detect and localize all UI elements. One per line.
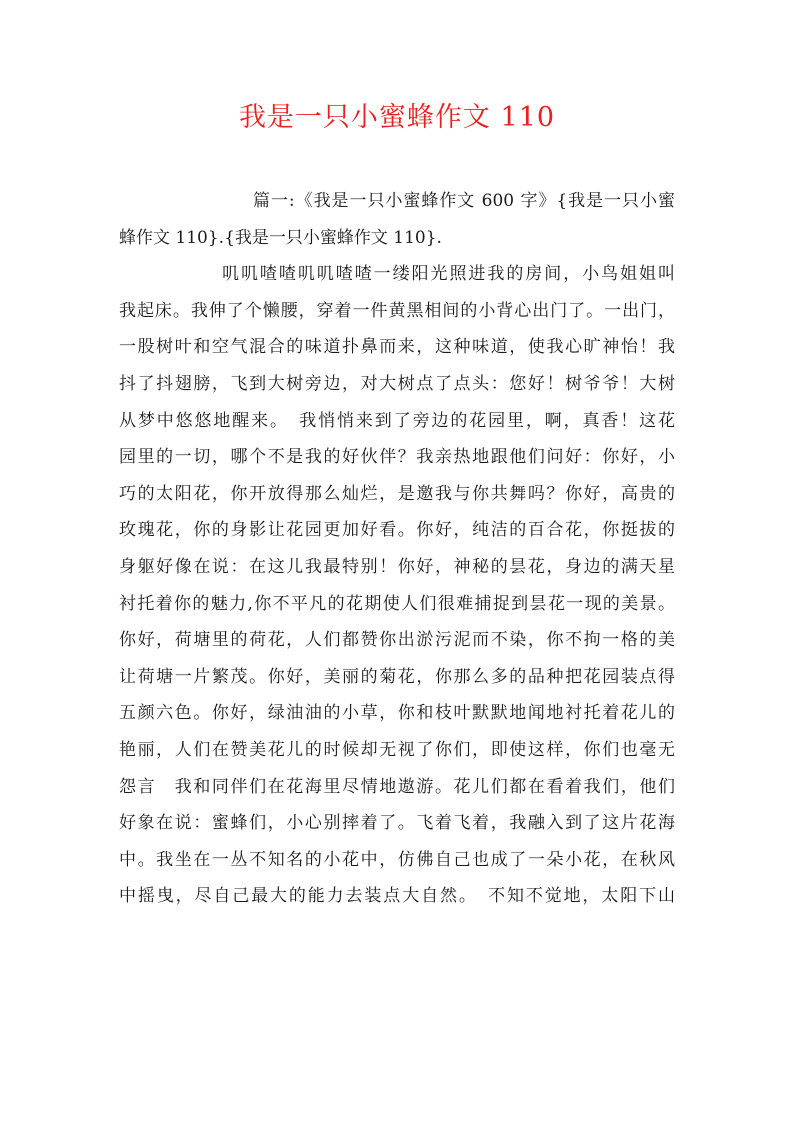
paragraph-line: 好象在说：蜜蜂们，小心别摔着了。飞着飞着，我融入到了这片花海 (119, 813, 675, 834)
paragraph-line: 身躯好像在说：在这儿我最特别！你好，神秘的昙花，身边的满天星 (119, 556, 675, 577)
paragraph-line: 从梦中悠悠地醒来。 我悄悄来到了旁边的花园里，啊，真香！这花 (119, 410, 675, 431)
page-title: 我是一只小蜜蜂作文 110 (238, 102, 556, 133)
paragraph-line: 叽叽喳喳叽叽喳喳一缕阳光照进我的房间，小鸟姐姐叫 (222, 264, 675, 285)
paragraph-line: 抖了抖翅膀，飞到大树旁边，对大树点了点头：您好！树爷爷！大树 (119, 373, 675, 394)
paragraph-line: 蜂作文 110}.{我是一只小蜜蜂作文 110}. (119, 227, 442, 248)
paragraph-line: 五颜六色。你好，绿油油的小草，你和枝叶默默地闻地衬托着花儿的 (119, 703, 675, 724)
paragraph-line: 让荷塘一片繁茂。你好，美丽的菊花，你那么多的品种把花园装点得 (119, 666, 675, 687)
paragraph-line: 一股树叶和空气混合的味道扑鼻而来，这种味道，使我心旷神怡！我 (119, 337, 675, 358)
paragraph-line: 艳丽，人们在赞美花儿的时候却无视了你们，即使这样，你们也毫无 (119, 739, 675, 760)
paragraph-line: 你好，荷塘里的荷花，人们都赞你出淤污泥而不染，你不拘一格的美 (119, 630, 675, 651)
paragraph-line: 巧的太阳花，你开放得那么灿烂，是邀我与你共舞吗？你好，高贵的 (119, 483, 675, 504)
essay-body (119, 183, 675, 915)
paragraph-line: 篇一:《我是一只小蜜蜂作文 600 字》{我是一只小蜜 (253, 191, 675, 211)
paragraph-line: 玫瑰花，你的身影让花园更加好看。你好，纯洁的百合花，你挺拔的 (119, 520, 675, 541)
paragraph-line: 衬托着你的魅力,你不平凡的花期使人们很难捕捉到昙花一现的美景。 (119, 593, 675, 614)
paragraph-line: 我起床。我伸了个懒腰，穿着一件黄黑相间的小背心出门了。一出门， (119, 300, 675, 321)
paragraph-line: 园里的一切，哪个不是我的好伙伴？我亲热地跟他们问好：你好，小 (119, 447, 675, 468)
paragraph-line: 中。我坐在一丛不知名的小花中，仿佛自己也成了一朵小花，在秋风 (119, 849, 675, 870)
paragraph-line: 怨言 我和同伴们在花海里尽情地遨游。花儿们都在看着我们，他们 (119, 776, 675, 797)
paragraph-line: 中摇曳，尽自己最大的能力去装点大自然。 不知不觉地，太阳下山 (119, 886, 675, 907)
